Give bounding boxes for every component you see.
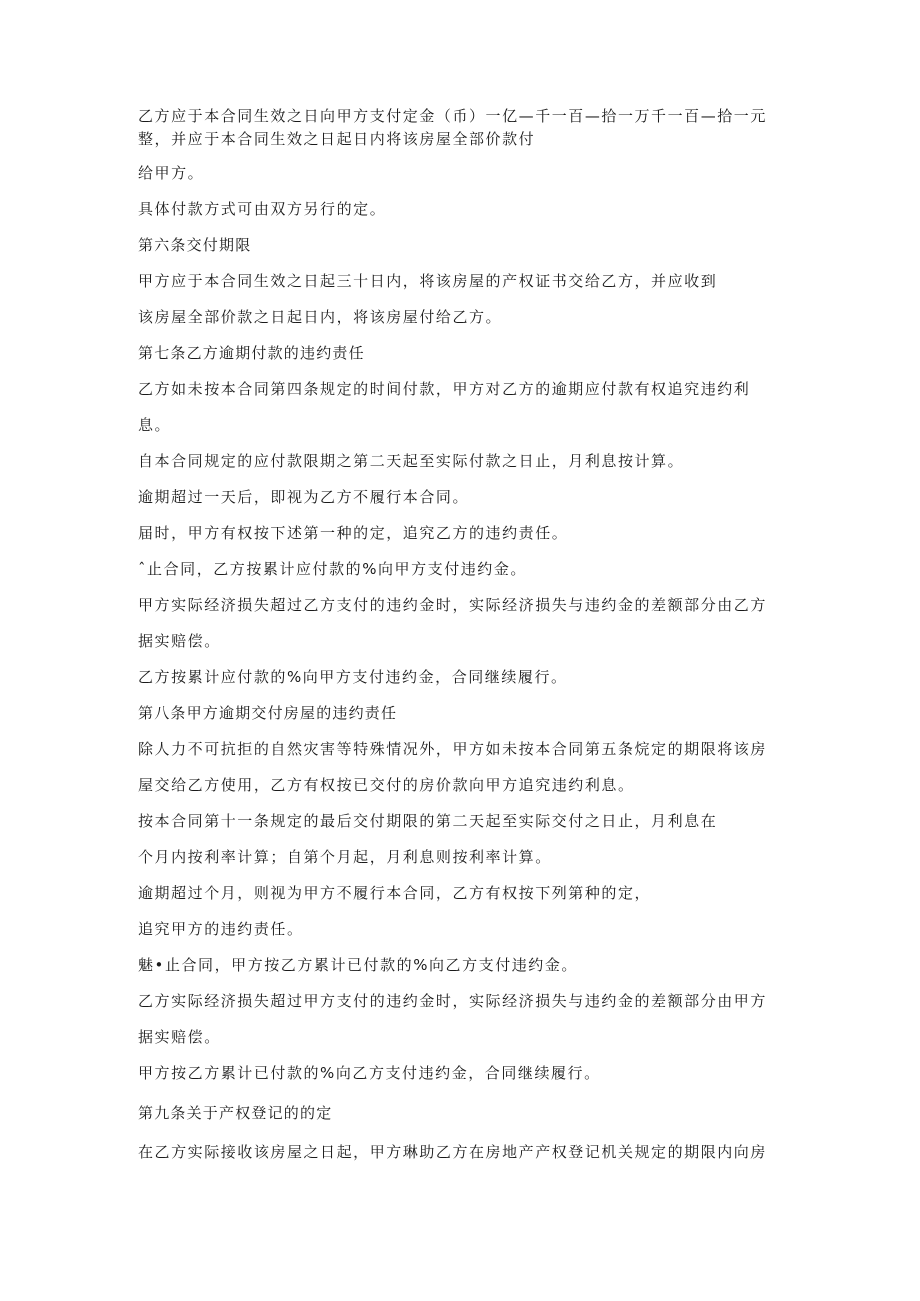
section-heading: 第八条甲方逾期交付房屋的违约责任	[138, 704, 398, 722]
text-line: 据实赔偿。	[138, 632, 221, 650]
section-heading: 第七条乙方逾期付款的违约责任	[138, 344, 365, 362]
text-line: 甲方实际经济损失超过乙方支付的违约金时，实际经济损失与违约金的差额部分由乙方	[138, 596, 767, 614]
section-heading: 第九条关于产权登记的的定	[138, 1104, 333, 1122]
text-line: 除人力不可抗拒的自然灾害等特殊情况外，甲方如未按本合同第五条烷定的期限将该房	[138, 740, 767, 758]
text-line: 屋交给乙方使用，乙方有权按已交付的房价款向甲方追究违约利息。	[138, 776, 635, 794]
text-line: 按本合同第十一条规定的最后交付期限的第二天起至实际交付之日止，月利息在	[138, 812, 718, 830]
text-line: ˆ止合同，乙方按累计应付款的%向甲方支付违约金。	[138, 560, 527, 578]
section-heading: 第六条交付期限	[138, 236, 252, 254]
text-line: 整，并应于本合同生效之日起日内将该房屋全部价款付	[138, 130, 536, 148]
text-line: 该房屋全部价款之日起日内，将该房屋付给乙方。	[138, 308, 503, 326]
text-line: 乙方实际经济损失超过甲方支付的违约金时，实际经济损失与违约金的差额部分由甲方	[138, 992, 767, 1010]
text-line: 追究甲方的违约责任。	[138, 920, 304, 938]
text-line: 息。	[138, 416, 172, 434]
text-line: 给甲方。	[138, 164, 205, 182]
text-line: 具体付款方式可由双方另行的定。	[138, 200, 387, 218]
text-line: 乙方按累计应付款的%向甲方支付违约金，合同继续履行。	[138, 668, 568, 686]
text-line: 自本合同规定的应付款限期之第二天起至实际付款之日止，月利息按计算。	[138, 452, 685, 470]
text-line: 魅•止合同，甲方按乙方累计已付款的%向乙方支付违约金。	[138, 956, 578, 974]
text-line: 逾期超过一天后，即视为乙方不履行本合同。	[138, 488, 470, 506]
text-line: 在乙方实际接收该房屋之日起，甲方琳助乙方在房地产产权登记机关规定的期限内向房	[138, 1143, 767, 1161]
text-line: 甲方应于本合同生效之日起三十日内，将该房屋的产权证书交给乙方，并应收到	[138, 272, 718, 290]
text-line: 个月内按利率计算；自第个月起，月利息则按利率计算。	[138, 848, 552, 866]
text-line: 据实赔偿。	[138, 1028, 221, 1046]
text-line: 乙方应于本合同生效之日向甲方支付定金（币）一亿—千一百—拾一万千一百—拾一元	[138, 107, 767, 125]
text-line: 逾期超过个月，则视为甲方不履行本合同，乙方有权按下列第种的定，	[138, 884, 652, 902]
text-line: 甲方按乙方累计已付款的%向乙方支付违约金，合同继续履行。	[138, 1064, 601, 1082]
text-line: 届时，甲方有权按下述第一种的定，追究乙方的违约责任。	[138, 524, 569, 542]
text-line: 乙方如未按本合同第四条规定的时间付款，甲方对乙方的逾期应付款有权追究违约利	[138, 380, 751, 398]
